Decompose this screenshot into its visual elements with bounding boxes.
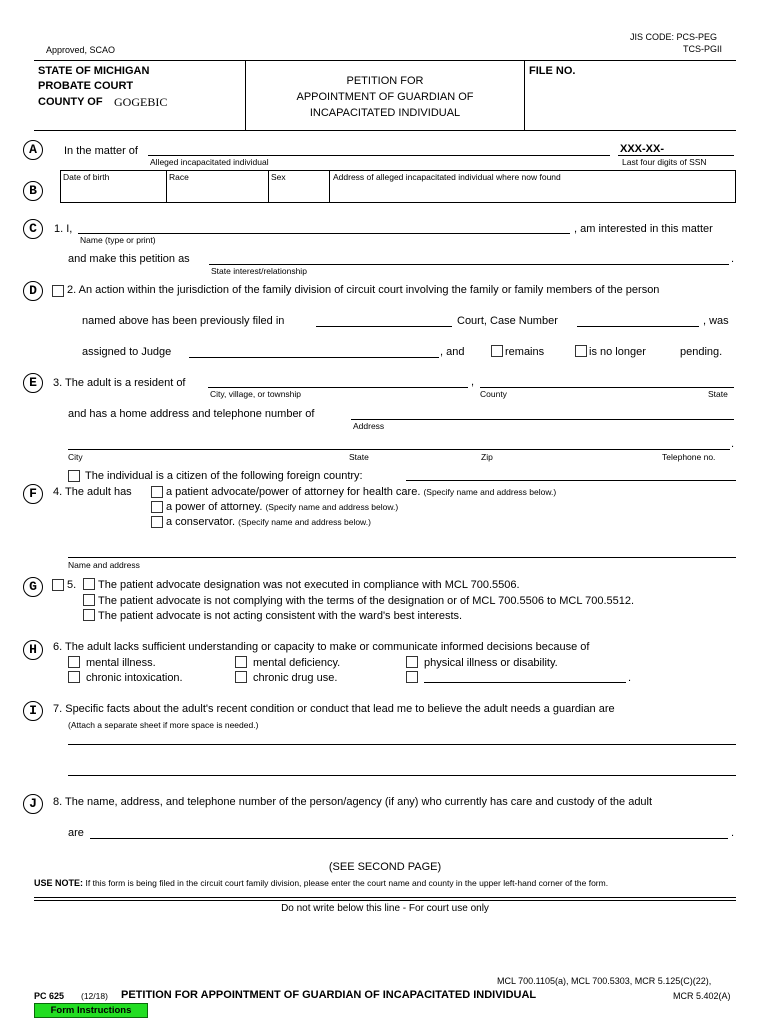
mcl-reference-2: MCR 5.402(A) <box>673 991 731 1001</box>
item3-comma: , <box>471 376 475 388</box>
no-longer-label: is no longer <box>589 346 646 358</box>
header-top-rule <box>34 60 736 61</box>
court-line-3: COUNTY OF <box>38 96 103 108</box>
item8-period: . <box>731 827 735 839</box>
physical-illness-label: physical illness or disability. <box>424 657 558 669</box>
not-complying-checkbox[interactable] <box>83 594 95 606</box>
item4-text: 4. The adult has <box>53 486 132 498</box>
court-use-rule-1 <box>34 897 736 898</box>
sex-label: Sex <box>271 172 286 182</box>
item2-checkbox[interactable] <box>52 285 64 297</box>
remains-checkbox[interactable] <box>491 345 503 357</box>
ssn-field[interactable] <box>618 155 734 156</box>
badge-j: J <box>23 794 43 814</box>
poa-checkbox[interactable] <box>151 501 163 513</box>
item5-num: 5. <box>67 579 77 591</box>
chronic-intoxication-label: chronic intoxication. <box>86 672 183 684</box>
no-longer-checkbox[interactable] <box>575 345 587 357</box>
not-acting-label: The patient advocate is not acting consistent with the ward's best interests. <box>98 610 463 622</box>
name-type-label: Name (type or print) <box>80 235 156 245</box>
foreign-country-field[interactable] <box>406 480 736 481</box>
chronic-drug-label: chronic drug use. <box>253 672 338 684</box>
item7-text: 7. Specific facts about the adult's recent condition or conduct that lead me to believe the adult needs a guardian are <box>53 703 615 715</box>
court-use-label: Do not write below this line - For court use only <box>281 903 489 914</box>
item3-text: 3. The adult is a resident of <box>53 377 186 389</box>
form-id: PC 625 <box>34 991 65 1001</box>
badge-e: E <box>23 373 43 393</box>
badge-g: G <box>23 577 43 597</box>
conservator-label: a conservator. (Specify name and address below.) <box>166 516 371 528</box>
petition-as-label: and make this petition as <box>68 253 190 265</box>
health-care-poa-checkbox[interactable] <box>151 486 163 498</box>
foreign-checkbox[interactable] <box>68 470 80 482</box>
item1-prefix: 1. I, <box>54 223 73 235</box>
mental-illness-label: mental illness. <box>86 657 156 669</box>
custody-field[interactable] <box>90 838 728 839</box>
header-bottom-rule <box>34 130 736 131</box>
judge-field[interactable] <box>189 357 439 358</box>
poa-label: a power of attorney. (Specify name and address below.) <box>166 501 399 513</box>
name-address-field[interactable] <box>68 557 736 558</box>
and-label: , and <box>440 346 465 358</box>
form-title-1: PETITION FOR <box>346 75 424 87</box>
physical-illness-checkbox[interactable] <box>406 656 418 668</box>
petitioner-name-field[interactable] <box>78 233 570 234</box>
state-label: State <box>708 389 728 399</box>
court-case-label: Court, Case Number <box>457 315 558 327</box>
not-executed-label: The patient advocate designation was not executed in compliance with MCL 700.5506. <box>98 579 520 591</box>
assigned-label: assigned to Judge <box>82 346 172 358</box>
file-no-label: FILE NO. <box>529 65 576 77</box>
court-field[interactable] <box>316 326 452 327</box>
race-label: Race <box>169 172 189 182</box>
home-address-label: and has a home address and telephone number of <box>68 408 315 420</box>
dob-label: Date of birth <box>63 172 110 182</box>
county-state-field[interactable] <box>480 387 734 388</box>
jis-code: JIS CODE: PCS-PEG <box>630 32 718 42</box>
item3-period: . <box>731 438 735 450</box>
chronic-drug-checkbox[interactable] <box>235 671 247 683</box>
mental-deficiency-checkbox[interactable] <box>235 656 247 668</box>
conservator-checkbox[interactable] <box>151 516 163 528</box>
not-complying-label: The patient advocate is not complying with the terms of the designation or of MCL 700.5506 to MCL 700.5512. <box>98 595 635 607</box>
address-sublabel: Address <box>353 421 385 431</box>
identity-divider-3 <box>329 170 330 202</box>
state-sublabel: State <box>349 452 369 462</box>
form-date: (12/18) <box>81 991 108 1001</box>
other-condition-field[interactable] <box>424 682 626 683</box>
item1-suffix: , am interested in this matter <box>574 223 713 235</box>
are-label: are <box>68 827 84 839</box>
chronic-intoxication-checkbox[interactable] <box>68 671 80 683</box>
matter-label: In the matter of <box>64 145 138 157</box>
facts-line-2[interactable] <box>68 775 736 776</box>
court-line-2: PROBATE COURT <box>38 80 134 92</box>
pending-label: pending. <box>680 346 723 358</box>
item5-checkbox[interactable] <box>52 579 64 591</box>
item1-period: . <box>731 253 735 265</box>
mental-illness-checkbox[interactable] <box>68 656 80 668</box>
name-address-label: Name and address <box>68 560 140 570</box>
county-value[interactable]: GOGEBIC <box>114 95 168 109</box>
form-instructions-button[interactable]: Form Instructions <box>34 1003 148 1018</box>
court-line-1: STATE OF MICHIGAN <box>38 65 150 77</box>
other-condition-checkbox[interactable] <box>406 671 418 683</box>
address-label: Address of alleged incapacitated individual where now found <box>333 172 561 182</box>
mcl-reference-1: MCL 700.1105(a), MCL 700.5303, MCR 5.125(C)(22), <box>497 976 712 986</box>
jis-code-2: TCS-PGII <box>683 44 723 54</box>
foreign-label: The individual is a citizen of the following foreign country: <box>85 470 363 482</box>
telephone-sublabel: Telephone no. <box>662 452 716 462</box>
badge-c: C <box>23 219 43 239</box>
was-label: , was <box>703 315 729 327</box>
home-address-field[interactable] <box>351 419 734 420</box>
ssn-value[interactable]: XXX-XX- <box>620 143 665 155</box>
not-executed-checkbox[interactable] <box>83 578 95 590</box>
use-note: USE NOTE: If this form is being filed in the circuit court family division, please enter the court name and county in the upper left-hand corner of the form. <box>34 878 609 888</box>
see-second-page: (SEE SECOND PAGE) <box>328 861 442 873</box>
item6-text: 6. The adult lacks sufficient understanding or capacity to make or communicate informed decisions because of <box>53 641 590 653</box>
county-label: County <box>480 389 507 399</box>
item2-text: 2. An action within the jurisdiction of the family division of circuit court involving the family or family members of the person <box>67 284 660 296</box>
health-care-poa-label: a patient advocate/power of attorney for health care. (Specify name and address below.) <box>166 486 557 498</box>
identity-divider-1 <box>166 170 167 202</box>
mental-deficiency-label: mental deficiency. <box>253 657 341 669</box>
city-village-field[interactable] <box>208 387 468 388</box>
city-village-label: City, village, or township <box>210 389 302 399</box>
court-use-rule-2 <box>34 900 736 901</box>
badge-i: I <box>23 701 43 721</box>
badge-b: B <box>23 181 43 201</box>
identity-divider-2 <box>268 170 269 202</box>
file-no-field[interactable] <box>528 80 733 128</box>
interest-field[interactable] <box>209 264 729 265</box>
badge-h: H <box>23 640 43 660</box>
city-sublabel: City <box>68 452 83 462</box>
filed-in-label: named above has been previously filed in <box>82 315 285 327</box>
badge-a: A <box>23 140 43 160</box>
footer-form-title: PETITION FOR APPOINTMENT OF GUARDIAN OF INCAPACITATED INDIVIDUAL <box>121 989 537 1001</box>
not-acting-checkbox[interactable] <box>83 609 95 621</box>
item6-period: . <box>628 672 632 684</box>
badge-f: F <box>23 484 43 504</box>
item7-note: (Attach a separate sheet if more space is needed.) <box>68 720 259 730</box>
matter-name-field[interactable] <box>148 155 610 156</box>
item8-text: 8. The name, address, and telephone number of the person/agency (if any) who currently has care and custody of the adult <box>53 796 653 808</box>
ssn-label: Last four digits of SSN <box>622 157 707 167</box>
badge-d: D <box>23 281 43 301</box>
form-title-3: INCAPACITATED INDIVIDUAL <box>309 107 461 119</box>
case-number-field[interactable] <box>577 326 699 327</box>
remains-label: remains <box>505 346 545 358</box>
city-state-zip-phone-field[interactable] <box>68 449 730 450</box>
facts-line-1[interactable] <box>68 744 736 745</box>
zip-sublabel: Zip <box>481 452 493 462</box>
approved-label: Approved, SCAO <box>46 45 116 55</box>
interest-label: State interest/relationship <box>211 266 307 276</box>
alleged-individual-label: Alleged incapacitated individual <box>150 157 269 167</box>
form-title-2: APPOINTMENT OF GUARDIAN OF <box>296 91 474 103</box>
